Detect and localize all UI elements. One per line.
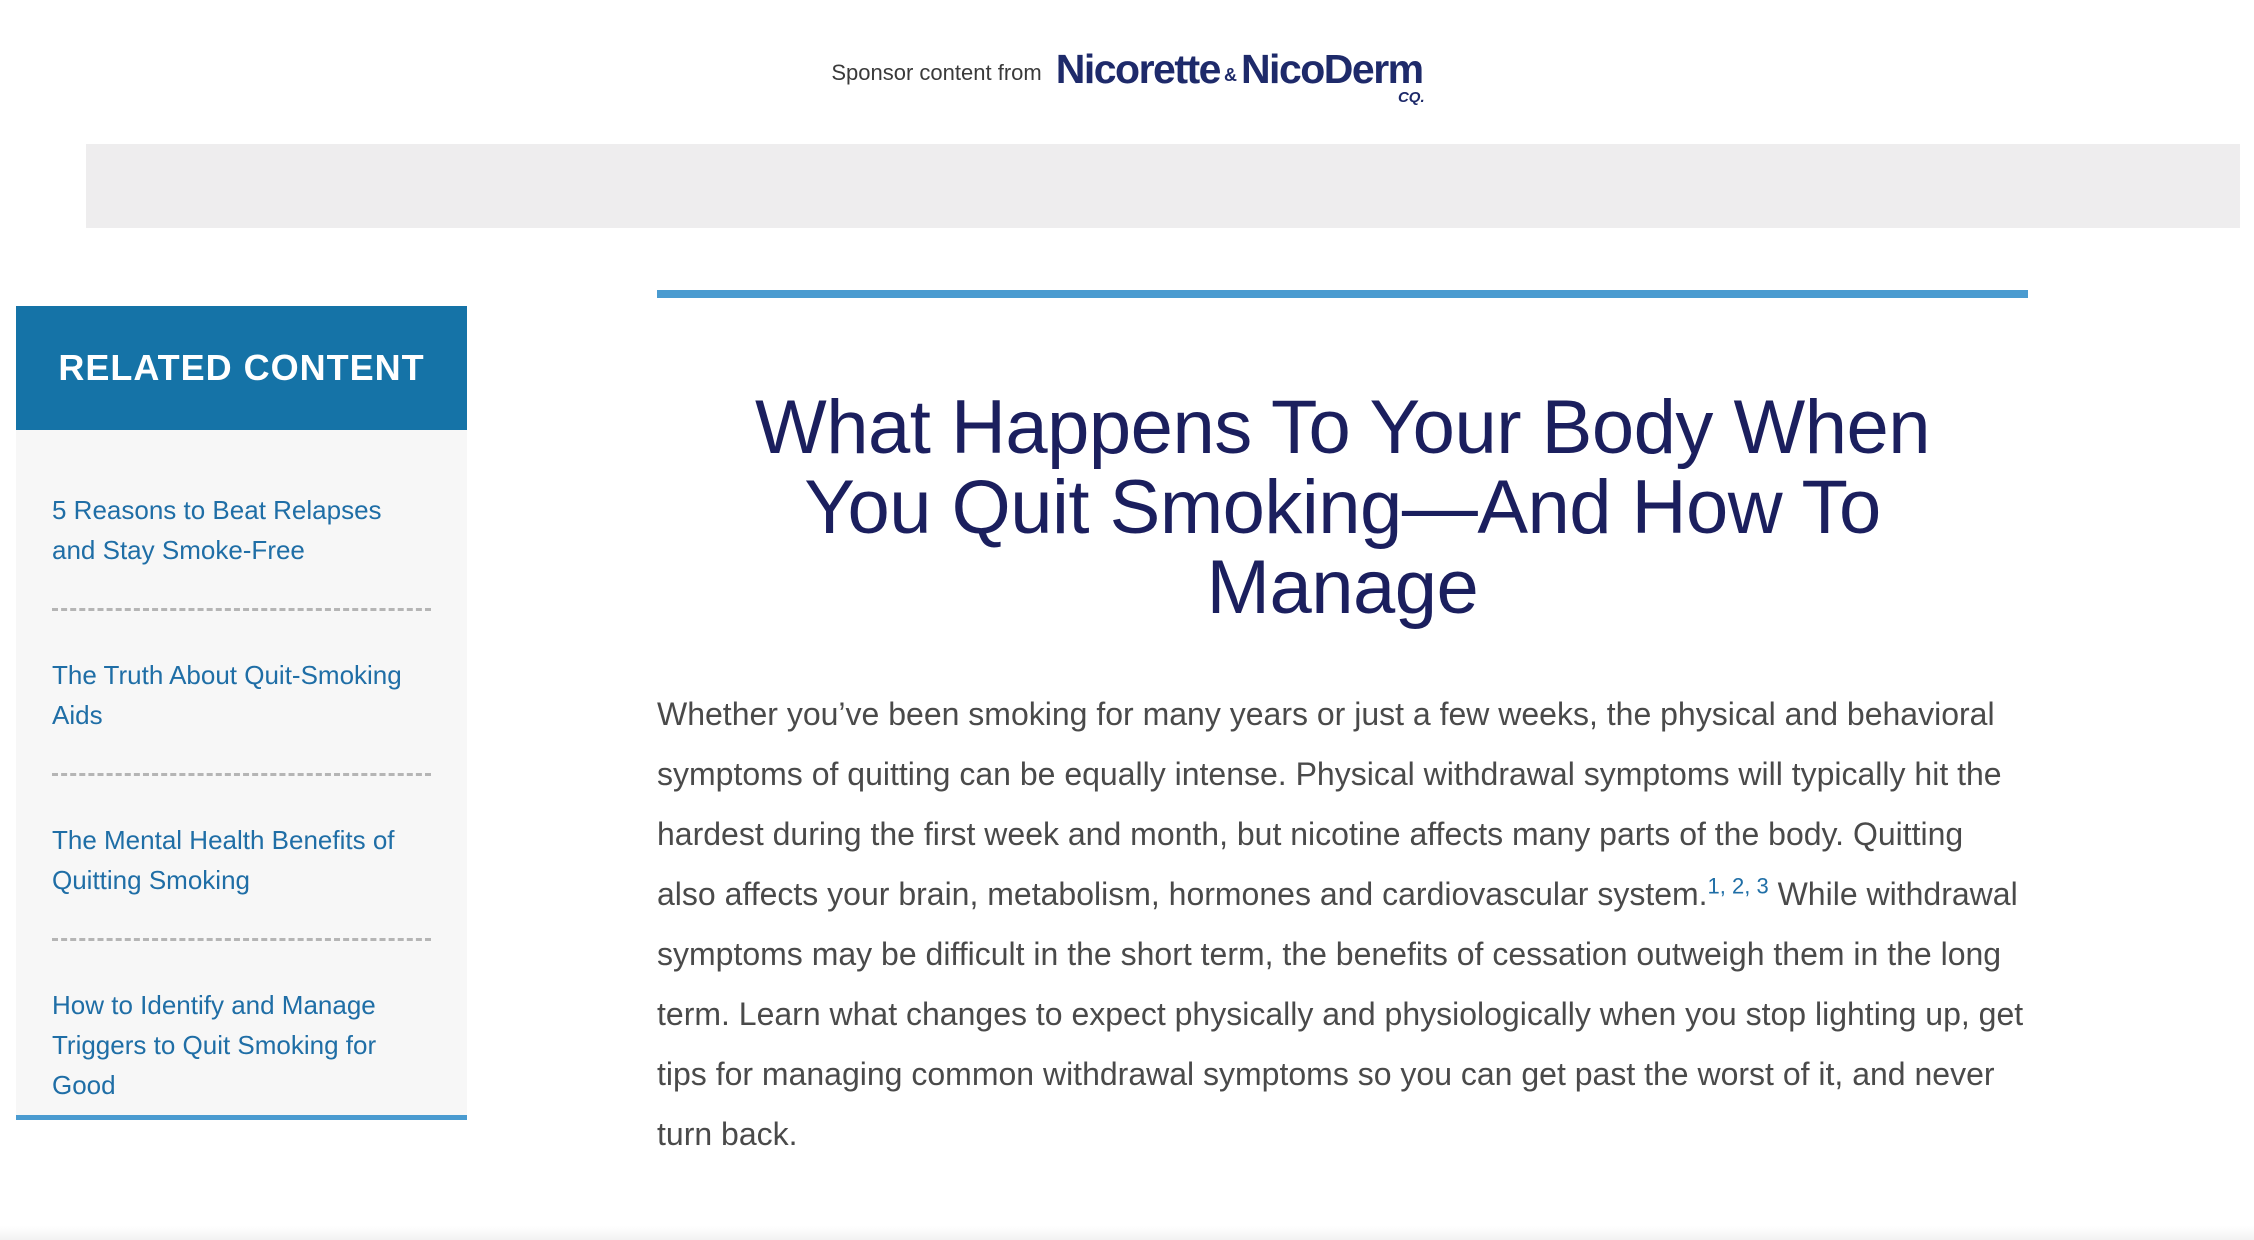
logo-ampersand: & — [1223, 64, 1237, 85]
article-intro — [657, 684, 2028, 1164]
intro-text-part1: Whether you’ve been smoking for many years or just a few weeks, the physical and behavioral symptoms of quitting can be equally intense. Physical withdrawal symptoms will typically hit the hardest during the first week and month, but nicotine affects many parts of the body. Quitting also affects your brain, metabolism, hormones and cardiovascular system. — [657, 696, 2002, 912]
related-link-relapses[interactable]: 5 Reasons to Beat Relapses and Stay Smoke-Free — [52, 495, 382, 565]
ad-banner[interactable] — [86, 144, 2240, 228]
list-item — [52, 985, 431, 1143]
article — [657, 290, 2028, 1164]
related-link-triggers[interactable]: How to Identify and Manage Triggers to Quit Smoking for Good — [52, 990, 377, 1100]
related-content-sidebar — [16, 306, 467, 1120]
related-link-quit-aids[interactable]: The Truth About Quit-Smoking Aids — [52, 660, 402, 730]
bottom-edge — [0, 1226, 2254, 1240]
sponsor-logo[interactable] — [1055, 45, 1425, 106]
logo-nicorette: Nicorette — [1055, 45, 1220, 92]
list-item — [52, 490, 431, 611]
related-list — [16, 430, 467, 1143]
logo-cq: CQ. — [1397, 88, 1425, 106]
related-link-mental-health[interactable]: The Mental Health Benefits of Quitting Smoking — [52, 825, 395, 895]
sidebar-header — [16, 306, 467, 430]
list-item — [52, 655, 431, 776]
sponsor-bar — [0, 34, 2254, 104]
logo-nicoderm: NicoDerm — [1240, 45, 1423, 92]
intro-text-part2: While withdrawal symptoms may be difficult in the short term, the benefits of cessation outweigh them in the long term. Learn what changes to expect physically and physiologically when you stop lighting up, get tips for managing common withdrawal symptoms so you can get past the worst of it, and never turn back. — [657, 876, 2024, 1152]
sponsor-label: Sponsor content from — [831, 60, 1042, 85]
article-top-rule — [657, 290, 2028, 298]
article-title: What Happens To Your Body When You Quit Smoking—And How To Manage — [754, 385, 1931, 630]
reference-links[interactable]: 1, 2, 3 — [1707, 873, 1769, 899]
list-item — [52, 820, 431, 941]
sidebar-title: RELATED CONTENT — [58, 347, 425, 388]
